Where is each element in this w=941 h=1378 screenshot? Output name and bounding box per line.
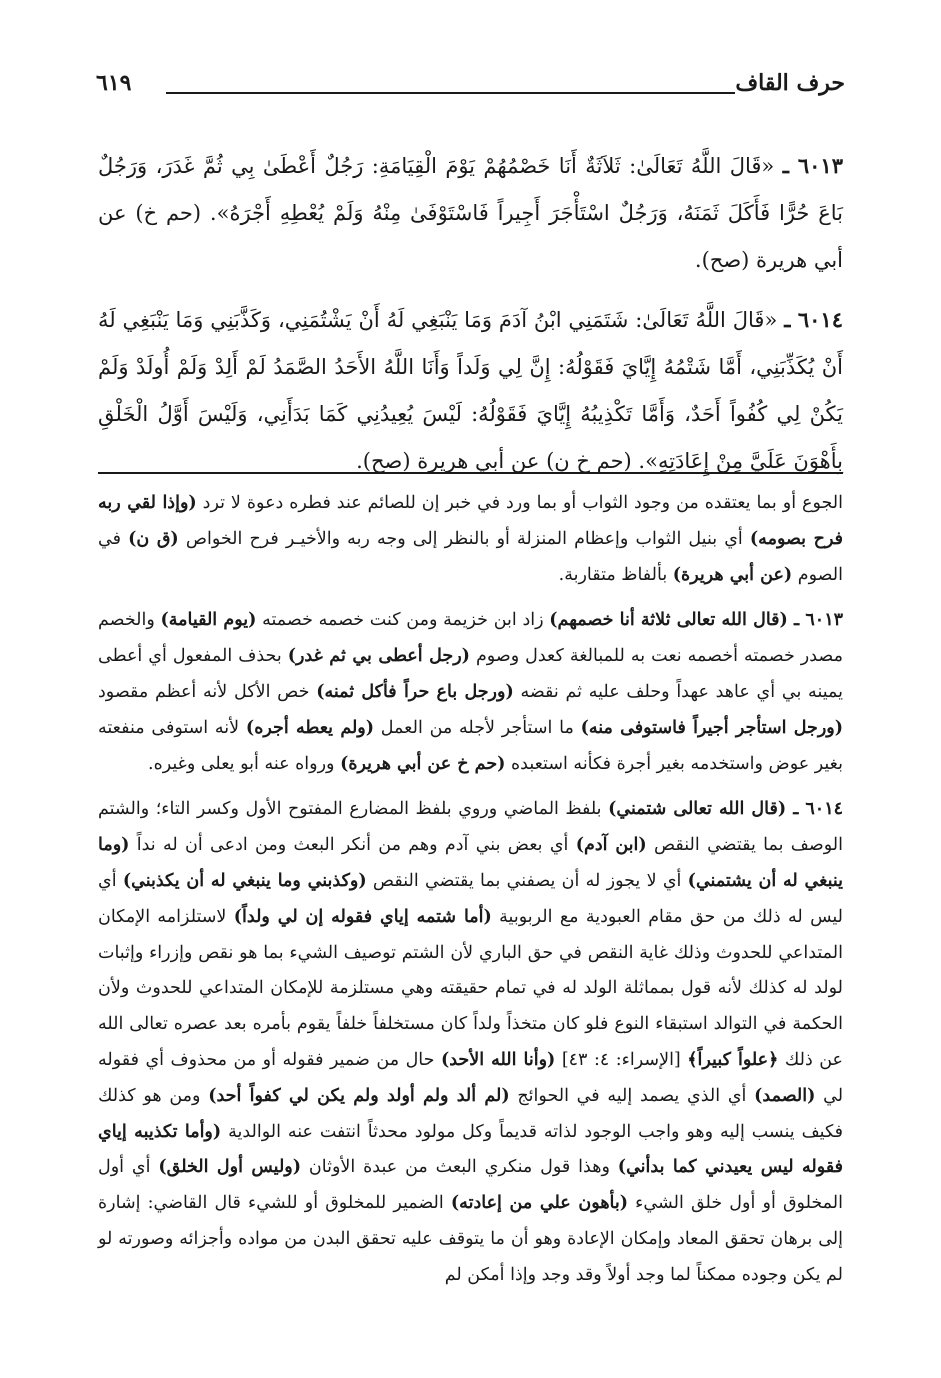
hadith-number: ٦٠١٣ ـ [782, 153, 843, 178]
commentary-quote: (قال الله تعالى ثلاثة أنا خصمهم) [549, 610, 788, 631]
commentary-quote: (حم خ عن أبي هريرة) [340, 753, 506, 774]
commentary-text: لأنه استوفى منفعته بغير عوض واستخدمه بغير أجرة فكأنه استعبده [98, 717, 843, 774]
commentary-quote: ٦٠١٣ ـ [787, 610, 844, 631]
hadith-text: «قَالَ اللَّهُ تَعَالَىٰ: شَتَمَنِي ابْنُ آدَمَ وَمَا يَنْبَغِي لَهُ أَنْ يَشْتُمَنِي، وَكَذَّبَنِي وَمَا يَنْبَغِي لَهُ أَنْ يُكَذِّبَنِي، أَمَّا شَتْمُهُ إِيَّايَ فَقَوْلُهُ: إِنَّ لِي وَلَداً وَأَنَا اللَّهُ الأَحَدُ الصَّمَدُ لَمْ أَلِدْ وَلَمْ أُولَدْ وَلَمْ يَكُنْ لِي كُفُواً أَحَدٌ، وَأَمَّا تَكْذِيبُهُ إِيَّايَ فَقَوْلُهُ: لَيْسَ يُعِيدُنِي كَمَا بَدَأَنِي، وَلَيْسَ أَوَّلُ الْخَلْقِ بِأَهْوَنَ عَلَيَّ مِنْ إِعَادَتِهِ». (حم خ ن) عن أبي هريرة (صح). [98, 308, 843, 473]
commentary-quote: (وليس أول الخلق) [158, 1157, 302, 1178]
commentary-text: بلفظ الماضي وروي بلفظ المضارع المفتوح الأول وكسر التاء؛ والشتم الوصف بما يقتضي النقص [98, 799, 843, 856]
hadith-6014 [98, 296, 843, 485]
page-number: ٦١٩ [96, 70, 132, 96]
commentary-text: أي بعض بني آدم وهم من أنكر البعث ومن ادعى أن له نداً [129, 835, 576, 856]
commentary-text: أي ليس له ذلك من حق مقام العبودية مع الربوبية [98, 870, 843, 927]
commentary-text: وهذا قول منكري البعث من عبدة الأوثان [301, 1157, 618, 1178]
commentary-quote: (وإذا لقي ربه فرح بصومه) [98, 493, 843, 549]
commentary-quote: ﴿علواً كبيراً﴾ [687, 1049, 779, 1070]
commentary-text: ما استأجر لأجله من العمل [374, 717, 581, 738]
commentary-text: خص الأكل لأنه أعظم مقصود [98, 681, 317, 702]
commentary-text: في الصوم [98, 528, 843, 585]
commentary-quote: (أما شتمه إياي فقوله إن لي ولداً) [233, 906, 492, 927]
commentary-text: زاد ابن خزيمة ومن كنت خصمه خصمته [256, 610, 550, 631]
commentary-quote: (ورجل استأجر أجيراً فاستوفى منه) [580, 717, 844, 738]
commentary-paragraph [98, 486, 843, 593]
commentary-section [98, 486, 843, 1304]
hadith-text: «قَالَ اللَّهُ تَعَالَىٰ: ثَلاَثَةٌ أَنَا خَصْمُهُمْ يَوْمَ الْقِيَامَةِ: رَجُلٌ أَعْطَىٰ بِي ثُمَّ غَدَرَ، وَرَجُلٌ بَاعَ حُرًّا فَأَكَلَ ثَمَنَهُ، وَرَجُلٌ اسْتَأْجَرَ أَجِيراً فَاسْتَوْفَىٰ مِنْهُ وَلَمْ يُعْطِهِ أَجْرَهُ». (حم خ) عن أبي هريرة (صح). [98, 154, 843, 272]
commentary-quote: (وما ينبغي له أن يشتمني) [98, 835, 844, 891]
commentary-text: الضمير للمخلوق أو للشيء قال القاضي: إشارة إلى برهان تحقق المعاد وإمكان الإعادة وهو أن ما يتوقف عليه تحقق البدن من مواده وأجزائه وصورته لو لم يكن وجوده ممكناً لما وجد أولاً وقد وجد وإذا أمكن لم [98, 1193, 843, 1285]
commentary-text: ومن هو كذلك فكيف ينسب إليه وهو واجب الوجود لذاته قديماً وكل مولود محدثاً انتفت عنه الوالدية [98, 1085, 843, 1142]
commentary-text: أي أول المخلوق أو أول خلق الشيء [98, 1157, 843, 1214]
commentary-quote: (وأنا الله الأحد) [440, 1049, 556, 1070]
commentary-quote: (ق ن) [128, 528, 179, 549]
commentary-quote: (عن أبي هريرة) [672, 564, 793, 585]
commentary-quote: (وكذبني وما ينبغي له أن يكذبني) [122, 870, 367, 891]
commentary-quote: (ورجل باع حراً فأكل ثمنه) [316, 681, 514, 702]
commentary-text: أي بنيل الثواب وإعظام المنزلة أو بالنظر إلى وجه ربه والأخيـر فرح الخواص [178, 528, 750, 549]
page-header [96, 68, 845, 102]
commentary-quote: (لم ألد ولم أولد ولم يكن لي كفواً أحد) [208, 1085, 510, 1106]
header-rule [166, 92, 735, 94]
commentary-text: لاستلزامه الإمكان المتداعي للحدوث وذلك غاية النقص في حق الباري لأن الشتم توصيف الشيء بما هو نقص وإزراء وإثبات لولد له كذلك لأنه قول بمماثلة الولد له في تمام حقيقته وهي مستلزمة للإمكان المتداعي للحدوث ولأن الحكمة في التوالد استبقاء النوع فلو كان متخذاً ولداً كان مستخلفاً خلفاً يقوم بأمره بعد عصره تعالى الله عن ذلك [98, 906, 844, 1070]
commentary-text: أي لا يجوز له أن يصفني بما يقتضي النقص [366, 870, 688, 891]
footnote-separator [98, 472, 843, 474]
commentary-quote: (ابن آدم) [575, 835, 647, 856]
commentary-quote: ٦٠١٤ ـ [786, 799, 843, 820]
commentary-text: بألفاظ متقاربة. [558, 564, 673, 585]
commentary-quote: (رجل أعطى بي ثم غدر) [287, 646, 470, 667]
commentary-text: الجوع أو بما يعتقده من وجود الثواب أو بما ورد في خبر إن للصائم عند فطره دعوة لا ترد [196, 493, 843, 513]
hadith-6013 [98, 142, 843, 284]
commentary-text: أي الذي يصمد إليه في الحوائج [509, 1085, 755, 1106]
commentary-quote: (بأهون علي من إعادته) [450, 1193, 629, 1214]
commentary-text: ورواه عنه أبو يعلى وغيره. [148, 753, 341, 774]
commentary-text: [الإسراء: ٤: ٤٣] [555, 1049, 688, 1070]
commentary-text: حال من ضمير فقوله أو من محذوف أي فقوله لي [98, 1049, 844, 1106]
commentary-quote: (قال الله تعالى شتمني) [608, 799, 787, 820]
commentary-quote: (الصمد) [754, 1085, 816, 1106]
commentary-quote: (ولم يعطه أجره) [245, 717, 375, 738]
commentary-quote: (وأما تكذيبه إياي فقوله ليس يعيدني كما بدأني) [98, 1121, 843, 1178]
commentary-paragraph [98, 603, 843, 782]
commentary-text: بحذف المفعول أي أعطى يمينه بي أي عاهد عهداً وحلف عليه ثم نقضه [98, 646, 843, 702]
commentary-quote: (يوم القيامة) [160, 610, 257, 631]
commentary-text: والخصم مصدر خصمته أخصمه نعت به للمبالغة كعدل وصوم [98, 610, 843, 667]
hadith-number: ٦٠١٤ ـ [784, 307, 843, 332]
commentary-paragraph [98, 792, 843, 1293]
hadith-section [98, 142, 843, 497]
chapter-title: حرف القاف [735, 70, 845, 96]
